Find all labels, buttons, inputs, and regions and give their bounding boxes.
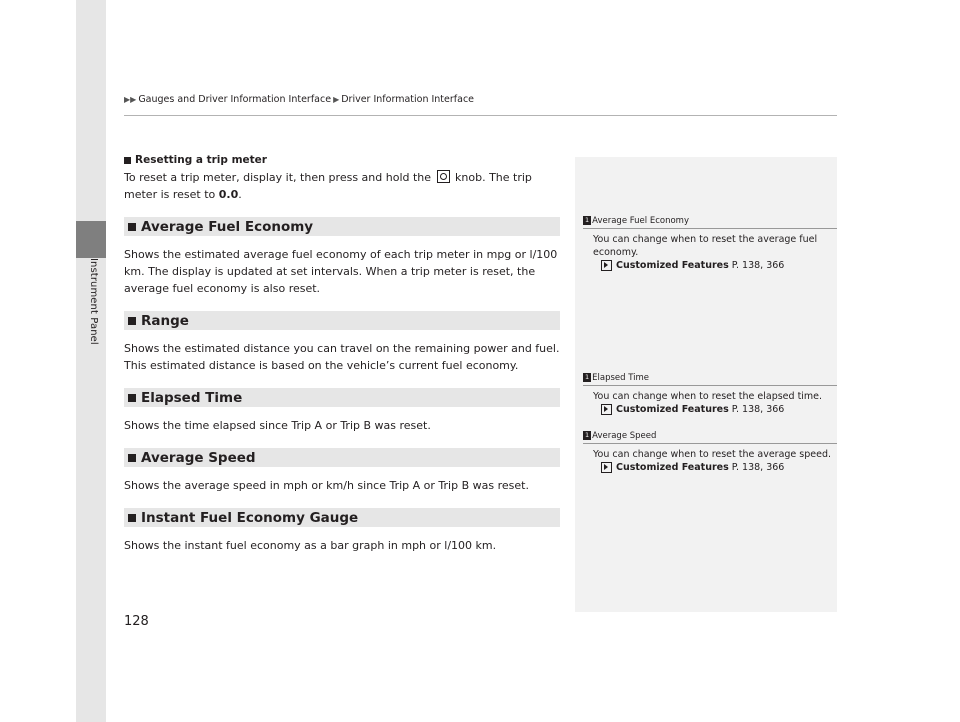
breadcrumb-item[interactable]: Driver Information Interface	[341, 94, 475, 105]
section-body-average-speed: Shows the average speed in mph or km/h since Trip A or Trip B was reset.	[124, 479, 529, 492]
note-rule	[583, 443, 837, 444]
note-number: 1	[585, 431, 590, 439]
square-bullet-icon	[128, 394, 136, 402]
header-rule	[124, 115, 837, 116]
breadcrumb	[124, 94, 474, 105]
note-reference[interactable]: Customized Features P. 138, 366	[593, 403, 837, 416]
note-rule	[583, 385, 837, 386]
note-title: 1 Elapsed Time	[585, 373, 650, 383]
reference-arrow-icon	[601, 404, 612, 415]
note-reference[interactable]: Customized Features P. 138, 366	[593, 461, 837, 474]
triangle-right-icon: ▶▶	[124, 95, 137, 104]
reset-heading: Resetting a trip meter	[124, 154, 560, 166]
square-bullet-icon	[128, 454, 136, 462]
reset-paragraph: To reset a trip meter, display it, then press and hold the knob. The trip meter is reset to 0.0.	[124, 171, 532, 201]
section-heading-average-fuel-economy: Average Fuel Economy	[124, 217, 560, 236]
reset-value: 0.0	[218, 188, 239, 201]
main-content	[124, 154, 560, 554]
page-number: 128	[124, 614, 149, 629]
section-body-average-fuel-economy: Shows the estimated average fuel economy of each trip meter in mpg or l/100 km. The display is updated at set intervals. When a trip meter is reset, the average fuel economy is also reset.	[124, 248, 558, 295]
section-heading-average-speed: Average Speed	[124, 448, 560, 467]
section-heading-elapsed-time: Elapsed Time	[124, 388, 560, 407]
note-title: 1 Average Fuel Economy	[585, 216, 689, 226]
square-bullet-icon	[128, 514, 136, 522]
reference-arrow-icon	[601, 260, 612, 271]
note-number: 1	[585, 216, 590, 224]
note-number: 1	[585, 373, 590, 381]
section-heading-range: Range	[124, 311, 560, 330]
note-body: You can change when to reset the average speed. Customized Features P. 138, 366	[583, 448, 837, 474]
square-bullet-icon	[124, 157, 131, 164]
note-reference[interactable]: Customized Features P. 138, 366	[593, 259, 837, 272]
side-tab-marker	[76, 221, 106, 258]
section-body-range: Shows the estimated distance you can travel on the remaining power and fuel. This estimated distance is based on the vehicle’s current fuel economy.	[124, 342, 560, 372]
reference-arrow-icon	[601, 462, 612, 473]
triangle-right-icon: ▶	[333, 95, 340, 104]
square-bullet-icon	[128, 317, 136, 325]
section-body-elapsed-time: Shows the time elapsed since Trip A or Trip B was reset.	[124, 419, 431, 432]
note-body: You can change when to reset the elapsed time. Customized Features P. 138, 366	[583, 390, 837, 416]
note-body: You can change when to reset the average fuel economy. Customized Features P. 138, 366	[583, 233, 837, 272]
knob-icon	[437, 170, 450, 183]
square-bullet-icon	[128, 223, 136, 231]
breadcrumb-item[interactable]: Gauges and Driver Information Interface	[138, 94, 332, 105]
note-title: 1 Average Speed	[585, 431, 657, 441]
note-average-fuel-economy	[583, 216, 837, 272]
section-body-instant-fuel-economy-gauge: Shows the instant fuel economy as a bar graph in mph or l/100 km.	[124, 539, 497, 552]
note-average-speed	[583, 431, 837, 474]
note-elapsed-time	[583, 373, 837, 416]
section-heading-instant-fuel-economy-gauge: Instant Fuel Economy Gauge	[124, 508, 560, 527]
chapter-label: Instrument Panel	[88, 258, 99, 345]
note-rule	[583, 228, 837, 229]
